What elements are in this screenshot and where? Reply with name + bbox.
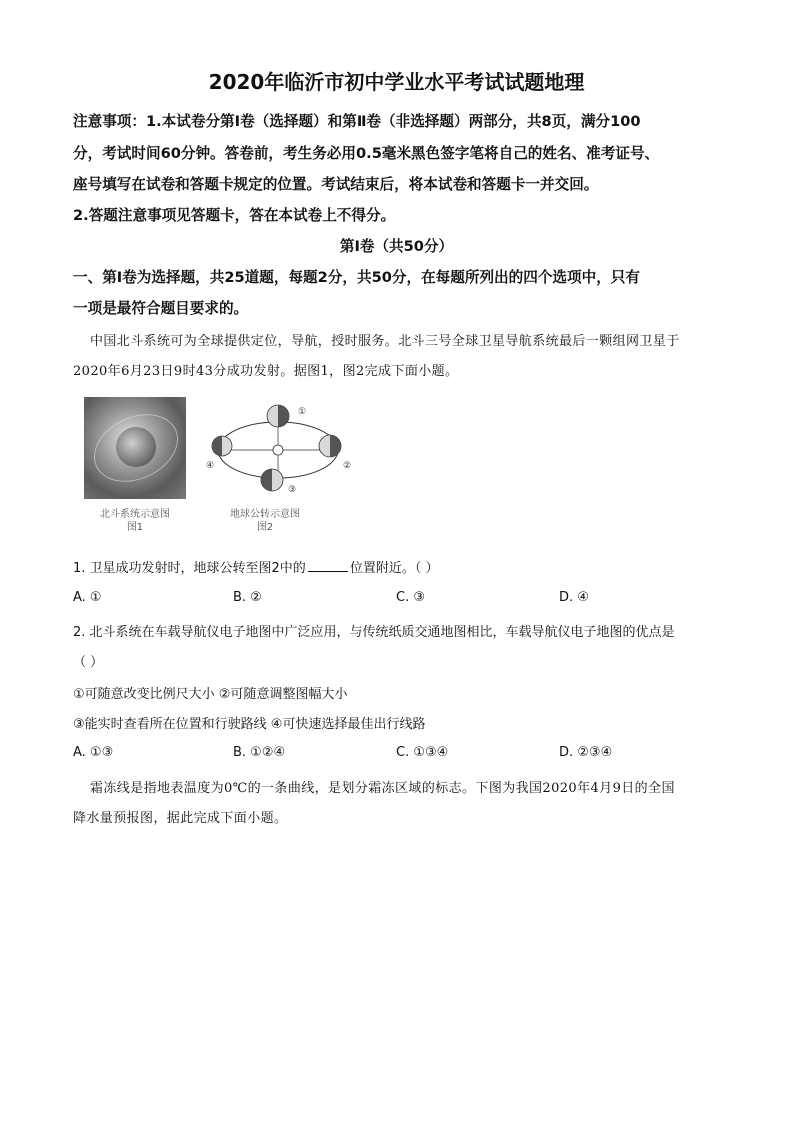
question-2-stem-line-1: 2. 北斗系统在车载导航仪电子地图中广泛应用，与传统纸质交通地图相比，车载导航仪电子地图的优点是: [73, 625, 675, 640]
notes-line-4: 2.答题注意事项见答题卡，答在本试卷上不得分。: [73, 207, 396, 224]
figure-1-label: 图1: [126, 522, 144, 533]
question-2-items-line-1: ①可随意改变比例尺大小 ②可随意调整图幅大小: [73, 687, 348, 702]
page-title: 2020年临沂市初中学业水平考试试题地理: [208, 70, 585, 94]
marker-2: ②: [343, 461, 352, 471]
earth-position-bottom: [261, 469, 283, 491]
notes-line-3: 座号填写在试卷和答题卡规定的位置。考试结束后，将本试卷和答题卡一并交回。: [73, 176, 599, 193]
question-1-option-c: C. ③: [396, 590, 425, 605]
passage-2-line-1: 霜冻线是指地表温度为0℃的一条曲线，是划分霜冻区域的标志。下图为我国2020年4月9日的全国: [90, 781, 675, 796]
marker-3: ③: [288, 485, 297, 495]
question-2-option-c: C. ①③④: [396, 745, 449, 760]
figure-2-caption: 地球公转示意图: [230, 509, 300, 520]
question-2-stem-line-2: （ ）: [73, 655, 104, 670]
sun-icon: [273, 445, 283, 455]
question-1-option-d: D. ④: [559, 590, 589, 605]
figure-1-caption: 北斗系统示意图: [100, 509, 170, 520]
beidou-system-figure: [84, 397, 186, 499]
answer-blank: [308, 561, 348, 572]
passage-1-line-2: 2020年6月23日9时43分成功发射。据图1，图2完成下面小题。: [73, 364, 459, 379]
question-1-option-b: B. ②: [233, 590, 262, 605]
marker-4: ④: [206, 461, 215, 471]
question-2-option-b: B. ①②④: [233, 745, 286, 760]
notes-line-2: 分，考试时间60分钟。答卷前，考生务必用0.5毫米黑色签字笔将自己的姓名、准考证号、: [73, 145, 660, 162]
passage-2-line-2: 降水量预报图，据此完成下面小题。: [73, 811, 288, 826]
figure-2-label: 图2: [256, 522, 274, 533]
passage-1-line-1: 中国北斗系统可为全球提供定位，导航，授时服务。北斗三号全球卫星导航系统最后一颗组网卫星于: [90, 334, 680, 349]
question-2-items-line-2: ③能实时查看所在位置和行驶路线 ④可快速选择最佳出行线路: [73, 717, 426, 732]
section-heading: 第Ⅰ卷（共50分）: [339, 238, 454, 255]
earth-position-right: [319, 435, 341, 457]
question-1-stem-b: 位置附近。（ ）: [349, 561, 439, 576]
question-1-option-a: A. ①: [73, 590, 102, 605]
question-1-stem: [73, 557, 438, 576]
earth-revolution-figure: [200, 400, 360, 500]
section-instruction-2: 一项是最符合题目要求的。: [73, 300, 249, 317]
earth-position-left: [212, 436, 232, 456]
marker-1: ①: [298, 407, 307, 417]
question-2-option-d: D. ②③④: [559, 745, 613, 760]
question-2-option-a: A. ①③: [73, 745, 114, 760]
section-instruction-1: 一、第Ⅰ卷为选择题，共25道题，每题2分，共50分，在每题所列出的四个选项中，只有: [73, 269, 640, 286]
earth-image: [116, 427, 156, 467]
question-1-stem-a: 1. 卫星成功发射时，地球公转至图2中的: [73, 561, 306, 576]
earth-position-top: [267, 405, 289, 427]
notes-line-1: 注意事项：1.本试卷分第Ⅰ卷（选择题）和第Ⅱ卷（非选择题）两部分，共8页，满分100: [73, 113, 641, 130]
